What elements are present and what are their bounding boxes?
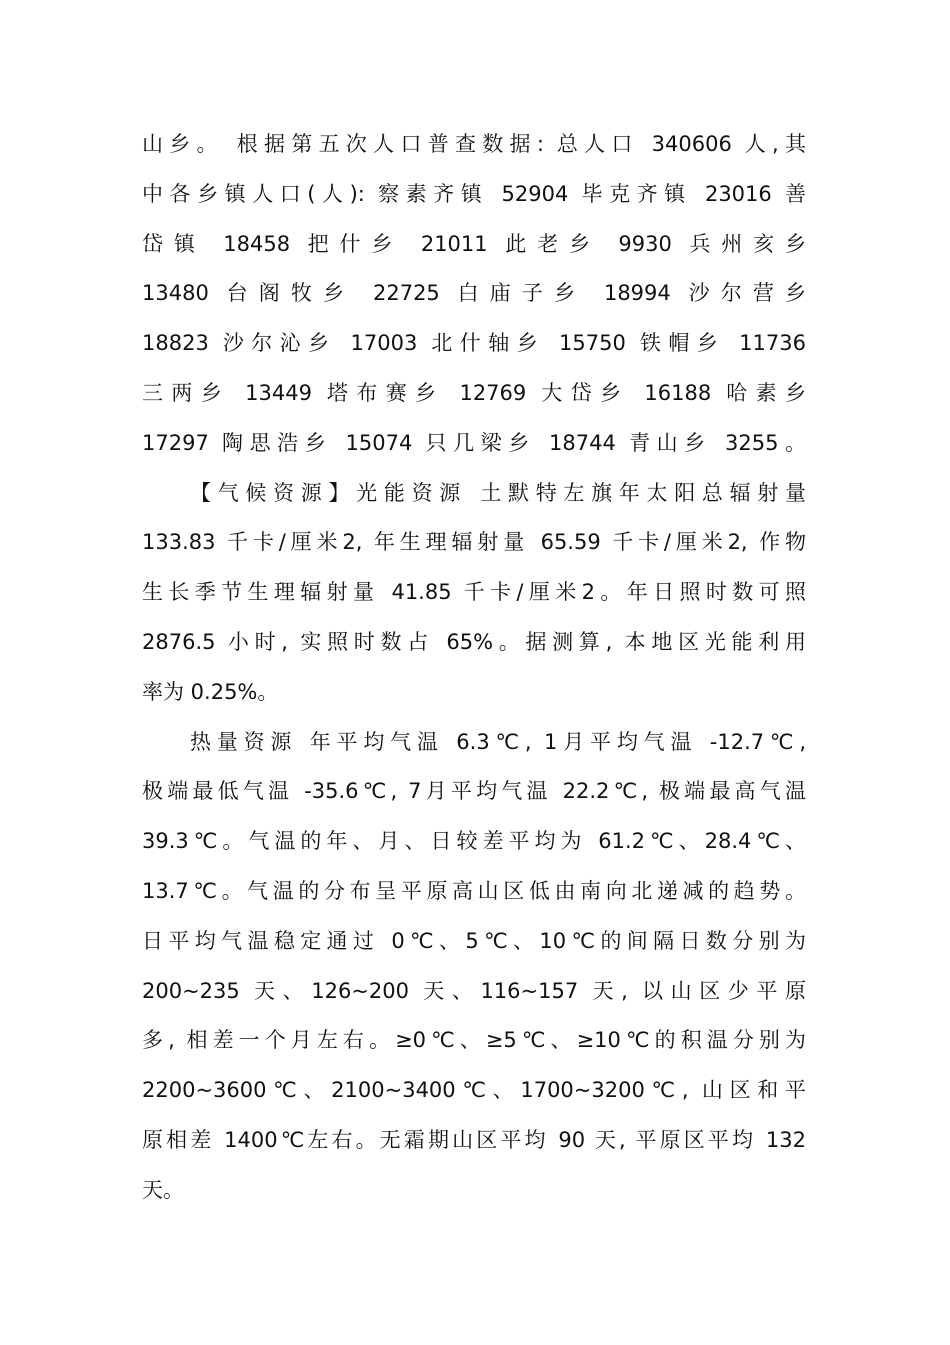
text-line: 39.3℃。气温的年、月、日较差平均为 61.2℃、28.4℃、	[142, 829, 806, 854]
text-line: 率为 0.25%。	[142, 679, 279, 704]
text-line: 200~235 天、126~200 天、116~157 天, 以山区少平原	[142, 978, 806, 1003]
text-line: 2200~3600℃、2100~3400℃、1700~3200℃, 山区和平	[142, 1078, 806, 1103]
text-line: 原相差 1400℃左右。无霜期山区平均 90 天, 平原区平均 132	[142, 1127, 806, 1152]
paragraph-start-line: 【气候资源】光能资源 土默特左旗年太阳总辐射量	[190, 480, 806, 505]
text-line: 三两乡 13449 塔布赛乡 12769 大岱乡 16188 哈素乡	[142, 380, 806, 405]
text-line: 天。	[142, 1177, 184, 1202]
text-line: 13480 台阁牧乡 22725 白庙子乡 18994 沙尔营乡	[142, 281, 806, 306]
text-line: 13.7℃。气温的分布呈平原高山区低由南向北递减的趋势。	[142, 878, 806, 903]
document-body	[142, 120, 806, 1216]
text-line: 岱镇 18458 把什乡 21011 此老乡 9930 兵州亥乡	[142, 231, 806, 256]
text-line: 133.83 千卡/厘米2, 年生理辐射量 65.59 千卡/厘米2, 作物	[142, 530, 806, 555]
text-line: 2876.5 小时, 实照时数占 65%。据测算, 本地区光能利用	[142, 629, 806, 654]
text-line: 中各乡镇人口(人): 察素齐镇 52904 毕克齐镇 23016 善	[142, 181, 806, 206]
text-line: 山乡。 根据第五次人口普查数据: 总人口 340606 人,其	[142, 132, 806, 156]
text-line: 18823 沙尔沁乡 17003 北什轴乡 15750 铁帽乡 11736	[142, 331, 806, 356]
text-line: 日平均气温稳定通过 0℃、5℃、10℃的间隔日数分别为	[142, 928, 806, 953]
text-line: 极端最低气温 -35.6℃, 7月平均气温 22.2℃, 极端最高气温	[142, 779, 806, 804]
text-line: 多, 相差一个月左右。≥0℃、≥5℃、≥10℃的积温分别为	[142, 1028, 806, 1053]
text-line: 生长季节生理辐射量 41.85 千卡/厘米2。年日照时数可照	[142, 580, 806, 605]
text-line: 17297 陶思浩乡 15074 只几梁乡 18744 青山乡 3255。	[142, 430, 806, 455]
paragraph-start-line: 热量资源 年平均气温 6.3℃, 1月平均气温 -12.7℃,	[190, 729, 806, 754]
